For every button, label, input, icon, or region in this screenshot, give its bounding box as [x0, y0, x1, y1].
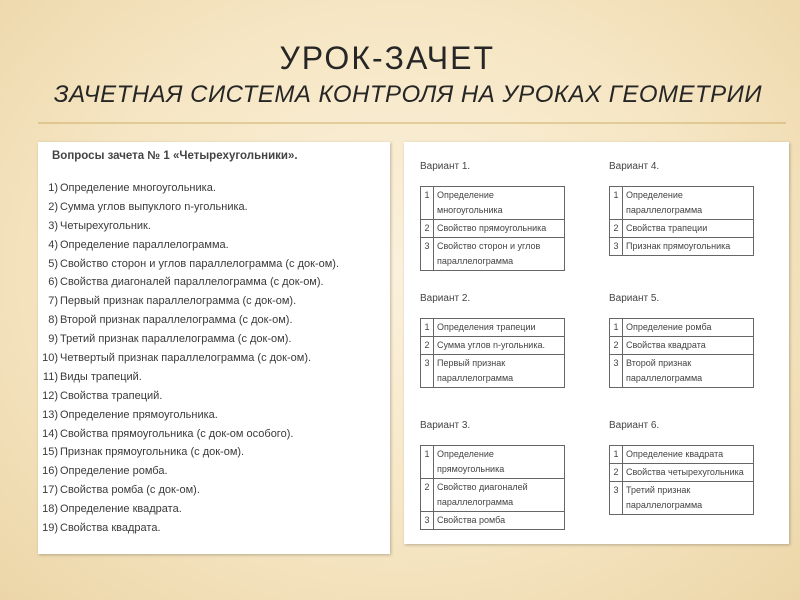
table-row [610, 337, 754, 355]
row-number: 3 [421, 238, 434, 271]
row-number: 3 [421, 355, 434, 388]
question-number: 16) [42, 465, 58, 478]
question-text: Сумма углов выпуклого n-угольника. [60, 200, 248, 213]
variant-table [609, 318, 754, 388]
table-row [610, 319, 754, 337]
question-text: Свойства квадрата. [60, 522, 161, 535]
question-number: 3) [48, 219, 58, 232]
variant-card [420, 160, 590, 271]
questions-heading: Вопросы зачета № 1 «Четырехугольники». [52, 150, 298, 162]
row-number: 2 [421, 220, 434, 238]
question-number: 8) [48, 314, 58, 327]
row-question: Признак прямоугольника [623, 238, 754, 256]
row-number: 3 [421, 512, 434, 530]
slide-title: УРОК-ЗАЧЕТ [279, 40, 495, 76]
variant-card [609, 292, 779, 388]
question-text: Свойство сторон и углов параллелограмма (с док-ом). [60, 257, 340, 270]
questions-sheet [38, 142, 390, 554]
row-question: Определение квадрата [623, 446, 754, 464]
question-number: 14) [42, 427, 58, 440]
row-question: Определения трапеции [434, 319, 565, 337]
row-question: Свойства квадрата [623, 337, 754, 355]
question-text: Первый признак параллелограмма (с док-ом). [60, 295, 297, 308]
table-row [421, 238, 565, 271]
variant-table [609, 445, 754, 515]
variant-title: Вариант 3. [420, 420, 471, 431]
slide-subtitle: ЗАЧЕТНАЯ СИСТЕМА КОНТРОЛЯ НА УРОКАХ ГЕОМЕТРИИ [53, 81, 762, 108]
table-row [421, 337, 565, 355]
question-text: Определение квадрата. [60, 503, 182, 516]
row-question: Свойства четырехугольника [623, 464, 754, 482]
question-number: 15) [42, 446, 58, 459]
table-row [610, 355, 754, 388]
table-row [421, 512, 565, 530]
question-number: 13) [42, 408, 58, 421]
question-text: Свойства трапеций. [60, 389, 163, 402]
question-number: 5) [48, 257, 58, 270]
question-text: Свойства диагоналей параллелограмма (с док-ом). [60, 276, 324, 289]
row-question: Определение прямоугольника [434, 446, 565, 479]
row-question: Свойства трапеции [623, 220, 754, 238]
question-text: Свойства ромба (с док-ом). [60, 484, 200, 497]
question-text: Свойства прямоугольника (с док-ом особого). [60, 427, 294, 440]
table-row [610, 220, 754, 238]
variant-title: Вариант 1. [420, 161, 471, 172]
table-row [610, 482, 754, 515]
question-number: 7) [48, 295, 58, 308]
question-number: 1) [48, 182, 58, 194]
row-question: Третий признак параллелограмма [623, 482, 754, 515]
question-text: Виды трапеций. [60, 370, 142, 383]
question-text: Четырехугольник. [60, 219, 151, 232]
table-row [421, 355, 565, 388]
question-number: 2) [48, 200, 58, 213]
variant-table [420, 186, 565, 271]
row-question: Свойство диагоналей параллелограмма [434, 479, 565, 512]
variant-card [609, 419, 779, 515]
row-question: Свойства ромба [434, 512, 565, 530]
question-text: Определение многоугольника. [60, 182, 216, 194]
row-question: Определение ромба [623, 319, 754, 337]
row-number: 2 [421, 337, 434, 355]
row-number: 2 [421, 479, 434, 512]
table-row [610, 464, 754, 482]
row-number: 2 [610, 220, 623, 238]
row-question: Свойство сторон и углов параллелограмма [434, 238, 565, 271]
row-question: Свойство прямоугольника [434, 220, 565, 238]
variant-title: Вариант 5. [609, 293, 660, 304]
variant-table [420, 318, 565, 388]
row-number: 1 [421, 187, 434, 220]
row-question: Сумма углов n-угольника. [434, 337, 565, 355]
row-number: 3 [610, 355, 623, 388]
variant-card [420, 419, 590, 530]
variant-title: Вариант 6. [609, 420, 660, 431]
row-question: Второй признак параллелограмма [623, 355, 754, 388]
variant-title: Вариант 2. [420, 293, 471, 304]
slide-title-block [30, 38, 790, 110]
variant-card [609, 160, 779, 256]
row-number: 3 [610, 482, 623, 515]
row-number: 2 [610, 337, 623, 355]
table-row [610, 446, 754, 464]
question-text: Определение ромба. [60, 465, 168, 478]
variant-title: Вариант 4. [609, 161, 660, 172]
question-number: 4) [48, 238, 58, 251]
row-number: 1 [421, 446, 434, 479]
table-row [421, 446, 565, 479]
title-divider [38, 122, 786, 124]
table-row [421, 479, 565, 512]
question-text: Определение прямоугольника. [60, 408, 218, 421]
question-number: 17) [42, 484, 58, 497]
question-number: 12) [42, 389, 58, 402]
table-row [421, 220, 565, 238]
question-text: Второй признак параллелограмма (с док-ом). [60, 314, 293, 327]
row-question: Определение параллелограмма [623, 187, 754, 220]
row-number: 1 [610, 319, 623, 337]
row-number: 3 [610, 238, 623, 256]
table-row [610, 238, 754, 256]
question-number: 10) [42, 352, 58, 365]
row-number: 1 [610, 446, 623, 464]
question-text: Признак прямоугольника (с док-ом). [60, 446, 245, 459]
row-number: 1 [421, 319, 434, 337]
variants-sheet [404, 142, 789, 544]
variant-card [420, 292, 590, 388]
table-row [610, 187, 754, 220]
question-text: Определение параллелограмма. [60, 238, 229, 251]
row-number: 1 [610, 187, 623, 220]
question-number: 9) [48, 333, 58, 346]
question-number: 11) [42, 370, 58, 383]
variant-table [420, 445, 565, 530]
table-row [421, 319, 565, 337]
question-number: 19) [42, 522, 58, 535]
question-number: 18) [42, 503, 58, 516]
table-row [421, 187, 565, 220]
row-question: Определение многоугольника [434, 187, 565, 220]
row-number: 2 [610, 464, 623, 482]
question-text: Третий признак параллелограмма (с док-ом). [60, 333, 292, 346]
question-text: Четвертый признак параллелограмма (с док-ом). [60, 352, 312, 365]
variant-table [609, 186, 754, 256]
question-number: 6) [48, 276, 58, 289]
row-question: Первый признак параллелограмма [434, 355, 565, 388]
